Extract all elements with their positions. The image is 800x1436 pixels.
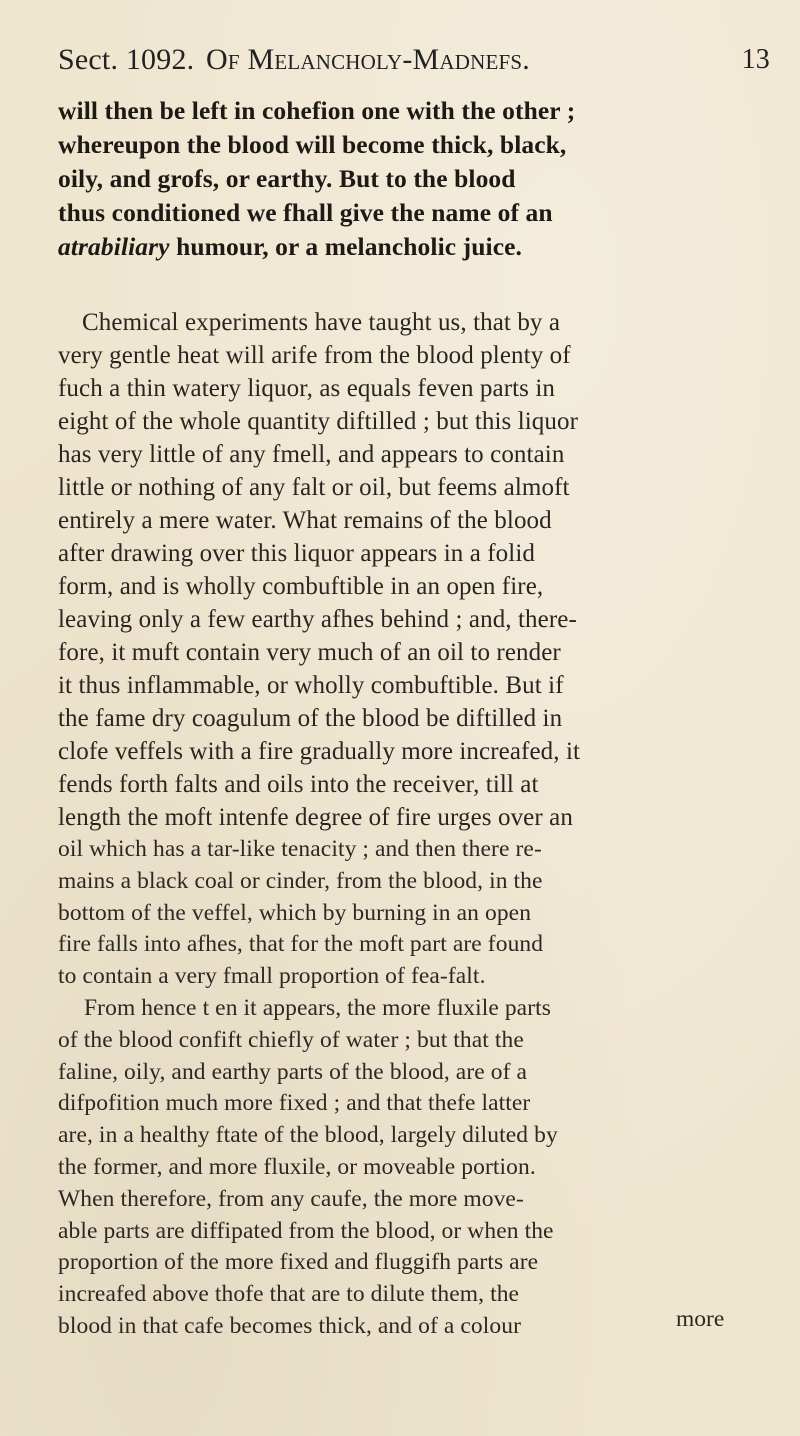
text-line: eight of the whole quantity diftilled ; but this liquor	[58, 408, 579, 435]
text-line: fuch a thin watery liquor, as equals feven parts in	[58, 375, 555, 402]
text-line: form, and is wholly combuftible in an open fire,	[58, 573, 544, 600]
text-line: thus conditioned we fhall give the name of an	[58, 198, 553, 227]
text-line: From hence t en it appears, the more fluxile parts	[84, 994, 552, 1021]
text-line: Chemical experiments have taught us, that by a	[82, 309, 561, 336]
text-line: leaving only a few earthy afhes behind ; and, there-	[58, 606, 577, 633]
text-line: blood in that cafe becomes thick, and of a colour	[58, 1312, 521, 1339]
text-line: proportion of the more fixed and fluggifh parts are	[58, 1249, 539, 1276]
text-line: bottom of the veffel, which by burning in an open	[58, 899, 532, 926]
text-line: the fame dry coagulum of the blood be diftilled in	[58, 705, 563, 732]
text-line: oily, and grofs, or earthy. But to the blood	[58, 164, 516, 193]
text-line: fore, it muft contain very much of an oil to render	[58, 639, 561, 666]
text-line: to contain a very fmall proportion of fea-falt.	[58, 963, 486, 990]
text-line: are, in a healthy ftate of the blood, largely diluted by	[58, 1122, 558, 1149]
text-fragment: humour, or a melancholic juice.	[169, 232, 523, 261]
text-line: mains a black coal or cinder, from the blood, in the	[58, 867, 543, 894]
text-line: after drawing over this liquor appears in a folid	[58, 540, 535, 567]
text-line: fire falls into afhes, that for the moft part are found	[58, 931, 544, 958]
italic-term: atrabiliary	[58, 232, 170, 261]
text-line: little or nothing of any falt or oil, but feems almoft	[58, 474, 570, 501]
text-line: of the blood confift chiefly of water ; but that the	[58, 1026, 524, 1053]
running-title: Of Melancholy-Madnefs.	[206, 43, 530, 76]
text-line: fends forth falts and oils into the receiver, till at	[58, 771, 539, 798]
text-line: When therefore, from any caufe, the more move-	[58, 1185, 524, 1212]
catchword: more	[676, 1306, 725, 1332]
text-line: has very little of any fmell, and appears to contain	[58, 441, 565, 468]
text-line: able parts are diffipated from the blood, or when the	[58, 1217, 554, 1244]
page-number: 13	[741, 44, 770, 75]
text-line: whereupon the blood will become thick, black,	[58, 130, 567, 159]
text-line: faline, oily, and earthy parts of the blood, are of a	[58, 1058, 528, 1085]
text-line: difpofition much more fixed ; and that thefe latter	[58, 1090, 531, 1117]
running-head	[58, 38, 770, 82]
text-line: length the moft intenfe degree of fire urges over an	[58, 804, 573, 831]
text-line: entirely a mere water. What remains of the blood	[58, 507, 552, 534]
text-line: the former, and more fluxile, or moveable portion.	[58, 1153, 536, 1180]
text-line: increafed above thofe that are to dilute them, the	[58, 1281, 520, 1308]
section-number: Sect. 1092.	[58, 43, 195, 76]
text-line: it thus inflammable, or wholly combuftible. But if	[58, 672, 564, 699]
text-line: clofe veffels with a fire gradually more increafed, it	[58, 738, 581, 765]
text-line	[58, 230, 778, 264]
text-line: oil which has a tar-like tenacity ; and then there re-	[58, 836, 542, 862]
text-line: will then be left in cohefion one with the other ;	[58, 96, 576, 125]
body-text	[58, 94, 778, 1343]
text-line: very gentle heat will arife from the blood plenty of	[58, 342, 571, 369]
paragraph-gap	[58, 264, 778, 306]
